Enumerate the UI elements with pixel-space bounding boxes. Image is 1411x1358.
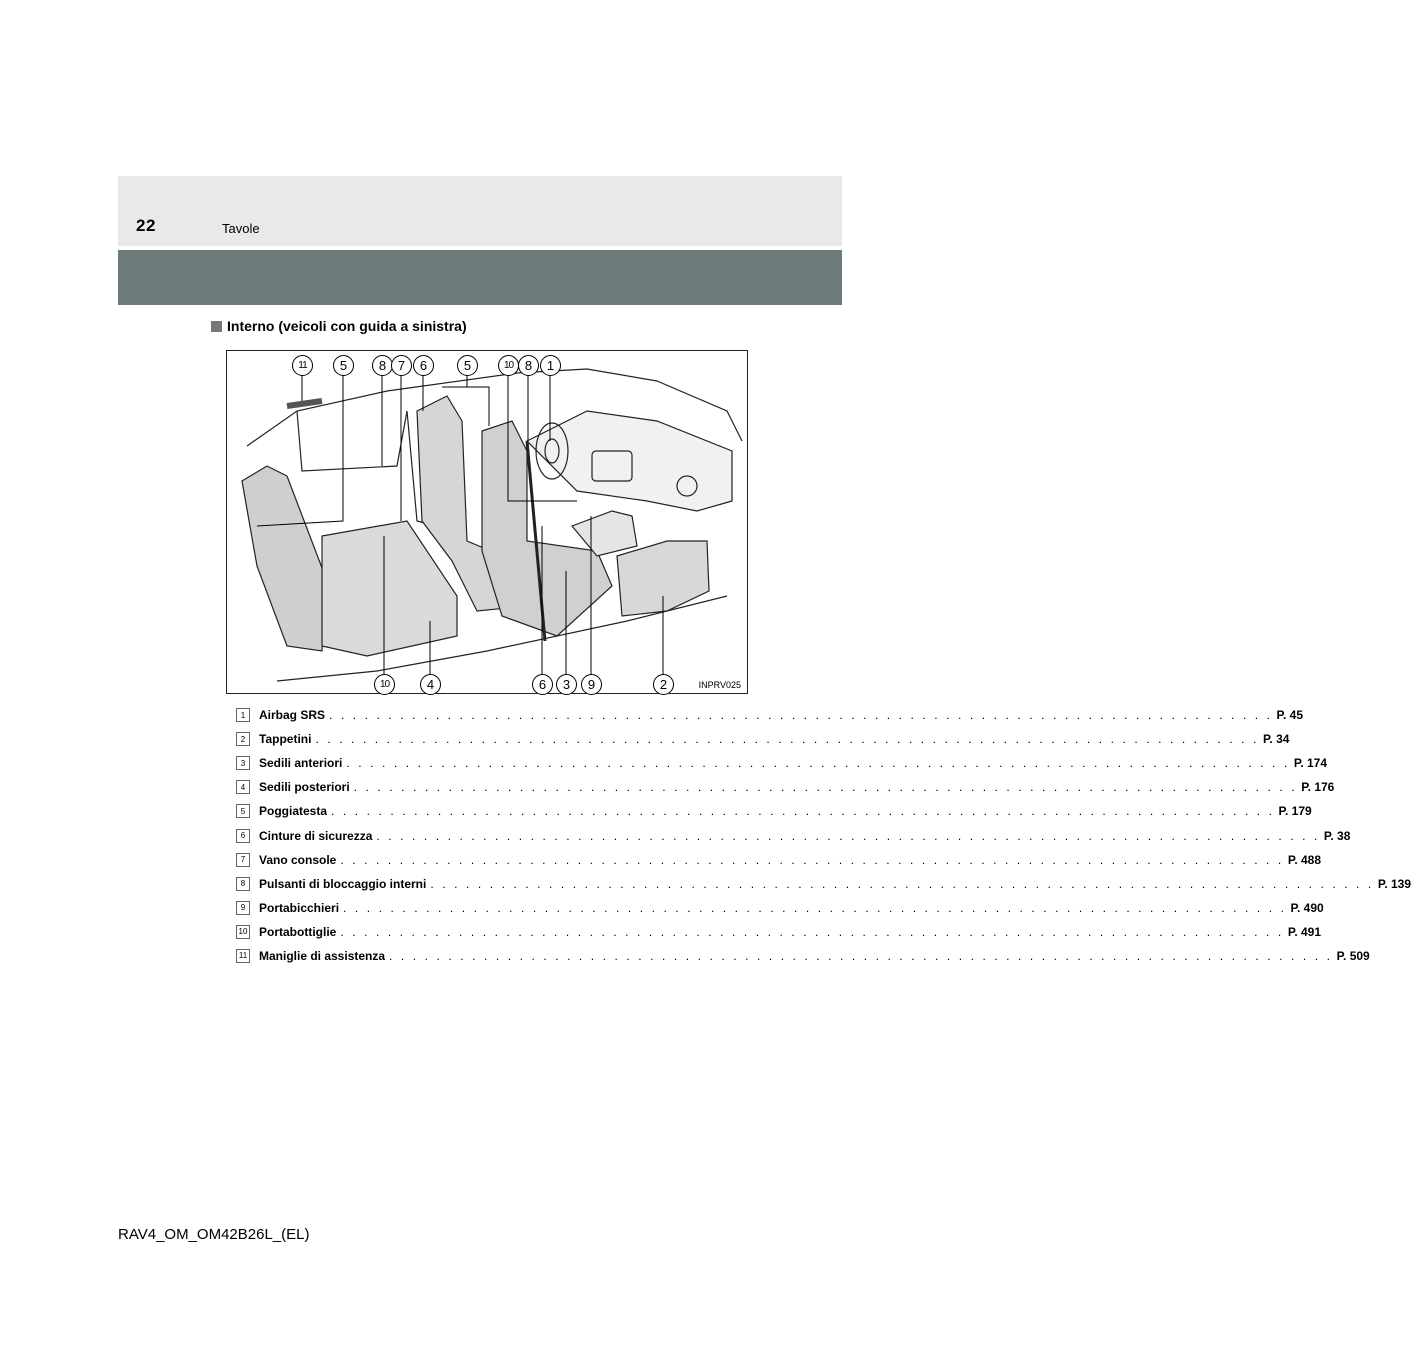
dot-leader: . . . . . . . . . . . . . . . . . . . . . . . . . . . . . . . . . . . . . . . . . . . . . . . . . . . . . . . . . . . . . . . . . . . . . . . . . . . . . . . . — [430, 876, 1374, 891]
item-page-ref[interactable]: P. 509 — [1336, 948, 1370, 963]
dot-leader: . . . . . . . . . . . . . . . . . . . . . . . . . . . . . . . . . . . . . . . . . . . . . . . . . . . . . . . . . . . . . . . . . . . . . . . . . . . . . . . . — [331, 804, 1275, 819]
item-page-ref[interactable]: P. 34 — [1262, 732, 1290, 747]
callout-11-top: 11 — [292, 355, 313, 376]
callout-9: 9 — [581, 674, 602, 695]
list-item — [236, 703, 1304, 727]
item-label: Cinture di sicurezza — [259, 828, 373, 843]
callout-10-bottom: 10 — [374, 674, 395, 695]
dot-leader: . . . . . . . . . . . . . . . . . . . . . . . . . . . . . . . . . . . . . . . . . . . . . . . . . . . . . . . . . . . . . . . . . . . . . . . . . . . . . . . . — [376, 828, 1320, 843]
item-label: Portabicchieri — [259, 900, 340, 915]
item-label: Vano console — [259, 852, 337, 867]
item-number-box: 1 — [236, 708, 250, 722]
dot-leader: . . . . . . . . . . . . . . . . . . . . . . . . . . . . . . . . . . . . . . . . . . . . . . . . . . . . . . . . . . . . . . . . . . . . . . . . . . . . . . . . — [346, 756, 1290, 771]
list-item — [236, 920, 1322, 944]
item-label: Maniglie di assistenza — [259, 948, 386, 963]
list-item — [236, 872, 1411, 896]
item-number-box: 10 — [236, 925, 250, 939]
item-label: Portabottiglie — [259, 924, 337, 939]
item-number-box: 6 — [236, 829, 250, 843]
square-bullet-icon — [211, 321, 222, 332]
item-number-box: 5 — [236, 804, 250, 818]
dot-leader: . . . . . . . . . . . . . . . . . . . . . . . . . . . . . . . . . . . . . . . . . . . . . . . . . . . . . . . . . . . . . . . . . . . . . . . . . . . . . . . . — [353, 780, 1298, 795]
reference-list — [236, 703, 1411, 968]
interior-illustration — [226, 350, 748, 694]
callout-6-bottom: 6 — [532, 674, 553, 695]
item-label: Pulsanti di bloccaggio interni — [259, 876, 427, 891]
callout-6-top: 6 — [413, 355, 434, 376]
item-label: Poggiatesta — [259, 804, 328, 819]
item-label: Sedili anteriori — [259, 756, 343, 771]
dot-leader: . . . . . . . . . . . . . . . . . . . . . . . . . . . . . . . . . . . . . . . . . . . . . . . . . . . . . . . . . . . . . . . . . . . . . . . . . . . . . . . . — [329, 708, 1273, 723]
list-item — [236, 944, 1370, 968]
item-number-box: 3 — [236, 756, 250, 770]
item-number-box: 8 — [236, 877, 250, 891]
item-page-ref[interactable]: P. 176 — [1301, 780, 1335, 795]
footer-code: RAV4_OM_OM42B26L_(EL) — [118, 1226, 310, 1243]
list-item — [236, 823, 1351, 847]
item-label: Sedili posteriori — [259, 780, 350, 795]
dot-leader: . . . . . . . . . . . . . . . . . . . . . . . . . . . . . . . . . . . . . . . . . . . . . . . . . . . . . . . . . . . . . . . . . . . . . . . . . . . . . . . . — [340, 852, 1284, 867]
dot-leader: . . . . . . . . . . . . . . . . . . . . . . . . . . . . . . . . . . . . . . . . . . . . . . . . . . . . . . . . . . . . . . . . . . . . . . . . . . . . . . . . — [315, 732, 1259, 747]
list-item — [236, 751, 1328, 775]
item-page-ref[interactable]: P. 490 — [1290, 900, 1324, 915]
callout-5-right: 5 — [457, 355, 478, 376]
item-number-box: 9 — [236, 901, 250, 915]
callout-2: 2 — [653, 674, 674, 695]
item-page-ref[interactable]: P. 179 — [1278, 804, 1312, 819]
list-item — [236, 799, 1312, 823]
item-label: Tappetini — [259, 732, 312, 747]
item-page-ref[interactable]: P. 38 — [1323, 828, 1351, 843]
list-item — [236, 848, 1322, 872]
item-number-box: 11 — [236, 949, 250, 963]
item-page-ref[interactable]: P. 139 — [1377, 876, 1411, 891]
dot-leader: . . . . . . . . . . . . . . . . . . . . . . . . . . . . . . . . . . . . . . . . . . . . . . . . . . . . . . . . . . . . . . . . . . . . . . . . . . . . . . . . — [340, 924, 1284, 939]
dot-leader: . . . . . . . . . . . . . . . . . . . . . . . . . . . . . . . . . . . . . . . . . . . . . . . . . . . . . . . . . . . . . . . . . . . . . . . . . . . . . . . . — [389, 948, 1333, 963]
dot-leader: . . . . . . . . . . . . . . . . . . . . . . . . . . . . . . . . . . . . . . . . . . . . . . . . . . . . . . . . . . . . . . . . . . . . . . . . . . . . . . . . — [343, 900, 1287, 915]
callout-1: 1 — [540, 355, 561, 376]
title-bar — [118, 250, 842, 305]
callout-8-right: 8 — [518, 355, 539, 376]
figure-code: INPRV025 — [698, 680, 741, 690]
item-number-box: 2 — [236, 732, 250, 746]
list-item — [236, 727, 1290, 751]
item-number-box: 4 — [236, 780, 250, 794]
item-page-ref[interactable]: P. 491 — [1287, 924, 1322, 939]
item-page-ref[interactable]: P. 488 — [1287, 852, 1322, 867]
header-title: Tavole — [222, 221, 260, 236]
callout-8-left: 8 — [372, 355, 393, 376]
list-item — [236, 896, 1324, 920]
callout-4: 4 — [420, 674, 441, 695]
section-heading-text: Interno (veicoli con guida a sinistra) — [227, 318, 467, 334]
page-number: 22 — [136, 216, 156, 235]
item-number-box: 7 — [236, 853, 250, 867]
callout-7: 7 — [391, 355, 412, 376]
callout-5-left: 5 — [333, 355, 354, 376]
item-label: Airbag SRS — [259, 708, 326, 723]
item-page-ref[interactable]: P. 174 — [1293, 756, 1328, 771]
list-item — [236, 775, 1335, 799]
callout-10-top: 10 — [498, 355, 519, 376]
callout-3: 3 — [556, 674, 577, 695]
car-interior-drawing — [227, 351, 749, 695]
item-page-ref[interactable]: P. 45 — [1276, 708, 1304, 723]
section-heading — [211, 318, 467, 334]
